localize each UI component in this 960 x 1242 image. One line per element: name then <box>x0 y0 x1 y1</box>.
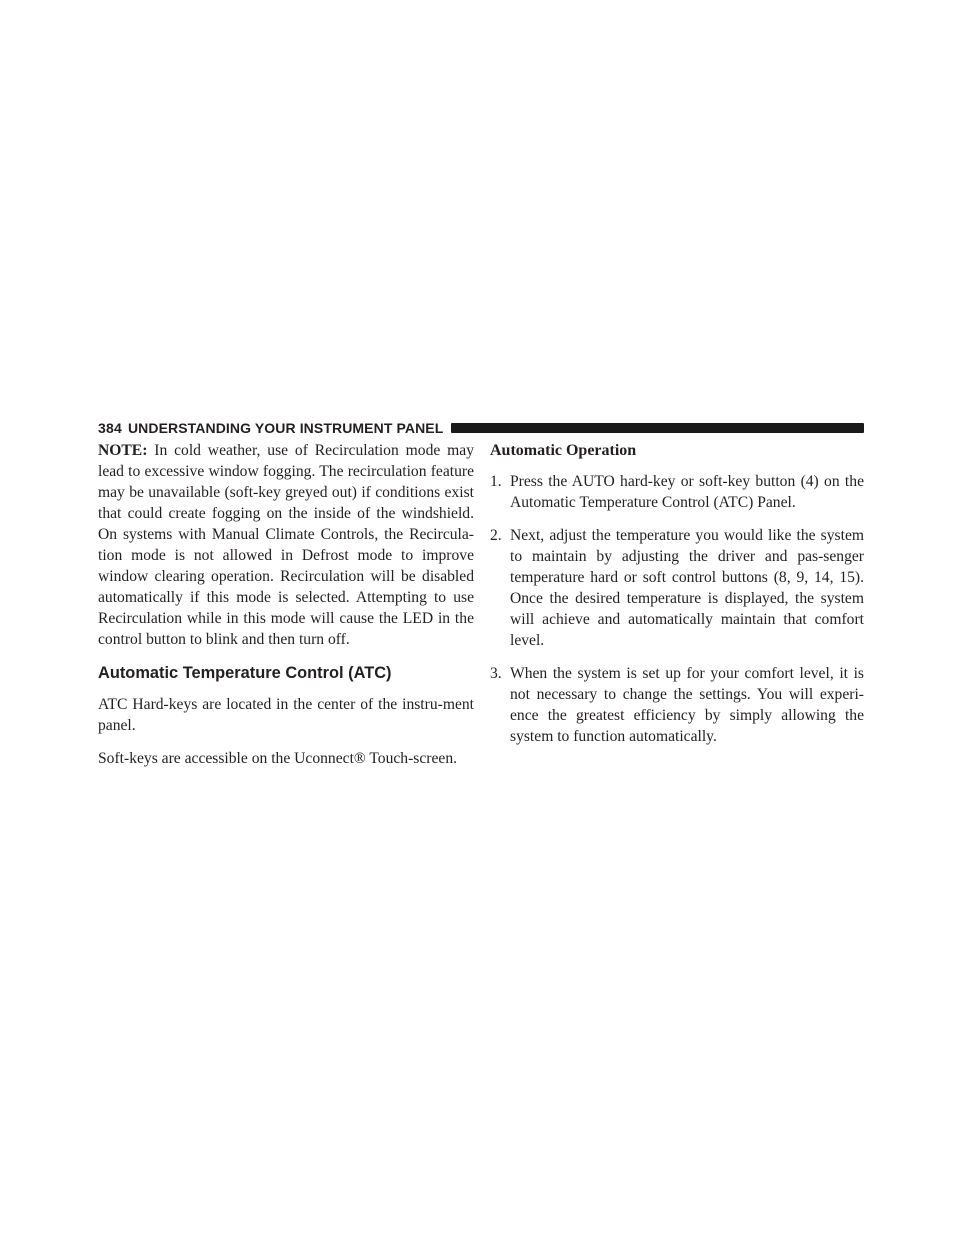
list-item <box>490 663 864 747</box>
left-column <box>98 440 474 769</box>
step-number: 1. <box>490 473 502 490</box>
step-text: When the system is set up for your comfort level, it is not necessary to change the settings. You will experi-ence the greatest efficiency by simply allowing the system to function automatically. <box>510 665 864 745</box>
steps-list <box>490 471 864 747</box>
note-paragraph <box>98 440 474 650</box>
note-label: NOTE: <box>98 442 148 459</box>
page-number: 384 <box>98 420 122 436</box>
section-title: UNDERSTANDING YOUR INSTRUMENT PANEL <box>127 420 444 436</box>
atc-paragraph-1: ATC Hard-keys are located in the center of the instru-ment panel. <box>98 696 474 734</box>
page-header <box>98 419 864 437</box>
atc-heading: Automatic Temperature Control (ATC) <box>98 664 392 682</box>
note-text: In cold weather, use of Recirculation mode may lead to excessive window fogging. The recirculation feature may be unavailable (soft-key greyed out) if conditions exist that could create fogging on the inside of the windshield. On systems with Manual Climate Controls, the Recircula-tion mode is not allowed in Defrost mode to improve window clearing operation. Recirculation will be disabled automatically if this mode is selected. Attempting to use Recirculation while in this mode will cause the LED in the control button to blink and then turn off. <box>98 442 474 648</box>
step-text: Next, adjust the temperature you would like the system to maintain by adjusting the driver and pas-senger temperature hard or soft control buttons (8, 9, 14, 15). Once the desired temperature is displayed, the system will achieve and automatically maintain that comfort level. <box>510 527 864 649</box>
step-text: Press the AUTO hard-key or soft-key button (4) on the Automatic Temperature Control (ATC) Panel. <box>510 473 864 511</box>
step-number: 3. <box>490 665 502 682</box>
right-column <box>490 440 864 759</box>
list-item <box>490 471 864 513</box>
list-item <box>490 525 864 651</box>
atc-paragraph-2: Soft-keys are accessible on the Uconnect® Touch-screen. <box>98 750 458 767</box>
step-number: 2. <box>490 527 502 544</box>
automatic-operation-heading: Automatic Operation <box>490 442 637 459</box>
header-rule <box>451 423 864 433</box>
